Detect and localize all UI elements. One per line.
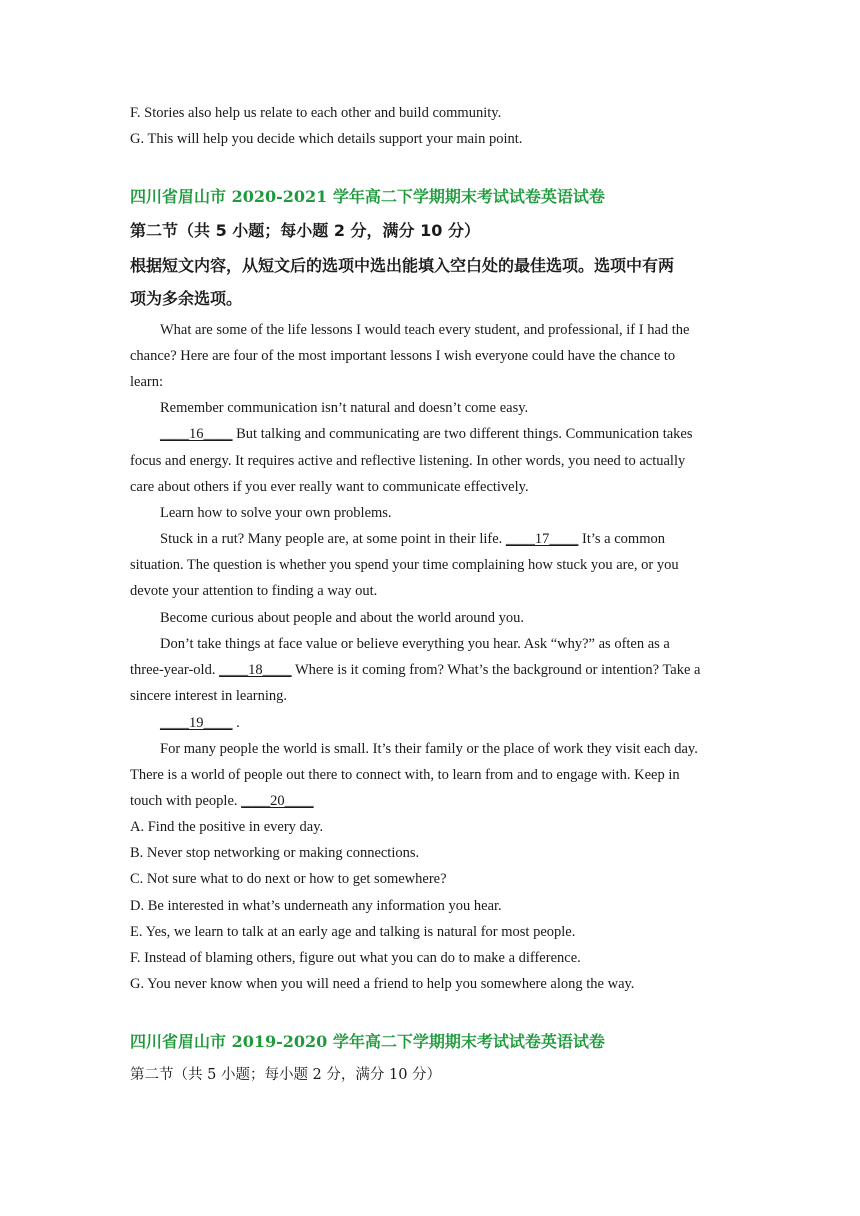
passage-line (160, 424, 693, 444)
answer-option-f: F. Instead of blaming others, figure out what you can do to make a difference. (130, 950, 581, 966)
instruction-line-2: 项为多余选项。 (130, 289, 243, 308)
lesson-heading-3: Become curious about people and about the world around you. (160, 610, 525, 626)
passage-line: Don’t take things at face value or believe everything you hear. Ask “why?” as often as a (160, 636, 670, 652)
answer-option-g: G. You never know when you will need a friend to help you somewhere along the way. (130, 976, 635, 992)
passage-line: sincere interest in learning. (130, 688, 288, 704)
passage-line (160, 529, 665, 549)
next-section-part-title: 第二节（共 5 小题；每小题 2 分，满分 10 分） (130, 1067, 442, 1083)
blank-19: ____19____ (160, 715, 233, 731)
lesson-heading-1: Remember communication isn’t natural and doesn’t come easy. (160, 400, 529, 416)
answer-option-c: C. Not sure what to do next or how to get somewhere? (130, 871, 447, 887)
passage-text: It’s a common (578, 531, 665, 547)
passage-text: three-year-old. (130, 662, 220, 678)
passage-line: What are some of the life lessons I would teach every student, and professional, if I had the (160, 322, 690, 338)
blank-16: ____16____ (160, 426, 233, 442)
option-f-previous: F. Stories also help us relate to each other and build community. (130, 105, 502, 121)
passage-text: Stuck in a rut? Many people are, at some point in their life. (160, 531, 506, 547)
passage-text: But talking and communicating are two different things. Communication takes (232, 426, 693, 442)
passage-line: chance? Here are four of the most important lessons I wish everyone could have the chance to (130, 348, 676, 364)
passage-line: devote your attention to finding a way out. (130, 583, 378, 599)
passage-line (130, 660, 700, 680)
answer-option-b: B. Never stop networking or making connections. (130, 845, 420, 861)
passage-line: For many people the world is small. It’s their family or the place of work they visit each day. (160, 741, 698, 757)
instruction-line-1: 根据短文内容，从短文后的选项中选出能填入空白处的最佳选项。选项中有两 (130, 256, 675, 275)
answer-option-e: E. Yes, we learn to talk at an early age and talking is natural for most people. (130, 924, 576, 940)
passage-text: touch with people. (130, 793, 242, 809)
section-source-title: 四川省眉山市 2020-2021 学年高二下学期期末考试试卷英语试卷 (130, 187, 605, 206)
passage-line: There is a world of people out there to connect with, to learn from and to engage with. Keep in (130, 767, 680, 783)
lesson-heading-4 (160, 713, 240, 733)
lesson-heading-2: Learn how to solve your own problems. (160, 505, 392, 521)
section-part-title: 第二节（共 5 小题；每小题 2 分，满分 10 分） (130, 221, 480, 240)
passage-line: learn: (130, 374, 164, 390)
blank-18: ____18____ (219, 662, 292, 678)
passage-line: situation. The question is whether you spend your time complaining how stuck you are, or you (130, 557, 679, 573)
passage-line: focus and energy. It requires active and reflective listening. In other words, you need to actually (130, 453, 686, 469)
passage-text: Where is it coming from? What’s the background or intention? Take a (291, 662, 701, 678)
option-g-previous: G. This will help you decide which details support your main point. (130, 131, 523, 147)
next-section-source-title: 四川省眉山市 2019-2020 学年高二下学期期末考试试卷英语试卷 (130, 1032, 605, 1051)
passage-line: care about others if you ever really want to communicate effectively. (130, 479, 529, 495)
answer-option-d: D. Be interested in what’s underneath any information you hear. (130, 898, 502, 914)
passage-line (130, 791, 314, 811)
passage-text: . (232, 715, 240, 731)
blank-20: ____20____ (241, 793, 314, 809)
blank-17: ____17____ (505, 531, 579, 547)
answer-option-a: A. Find the positive in every day. (130, 819, 324, 835)
